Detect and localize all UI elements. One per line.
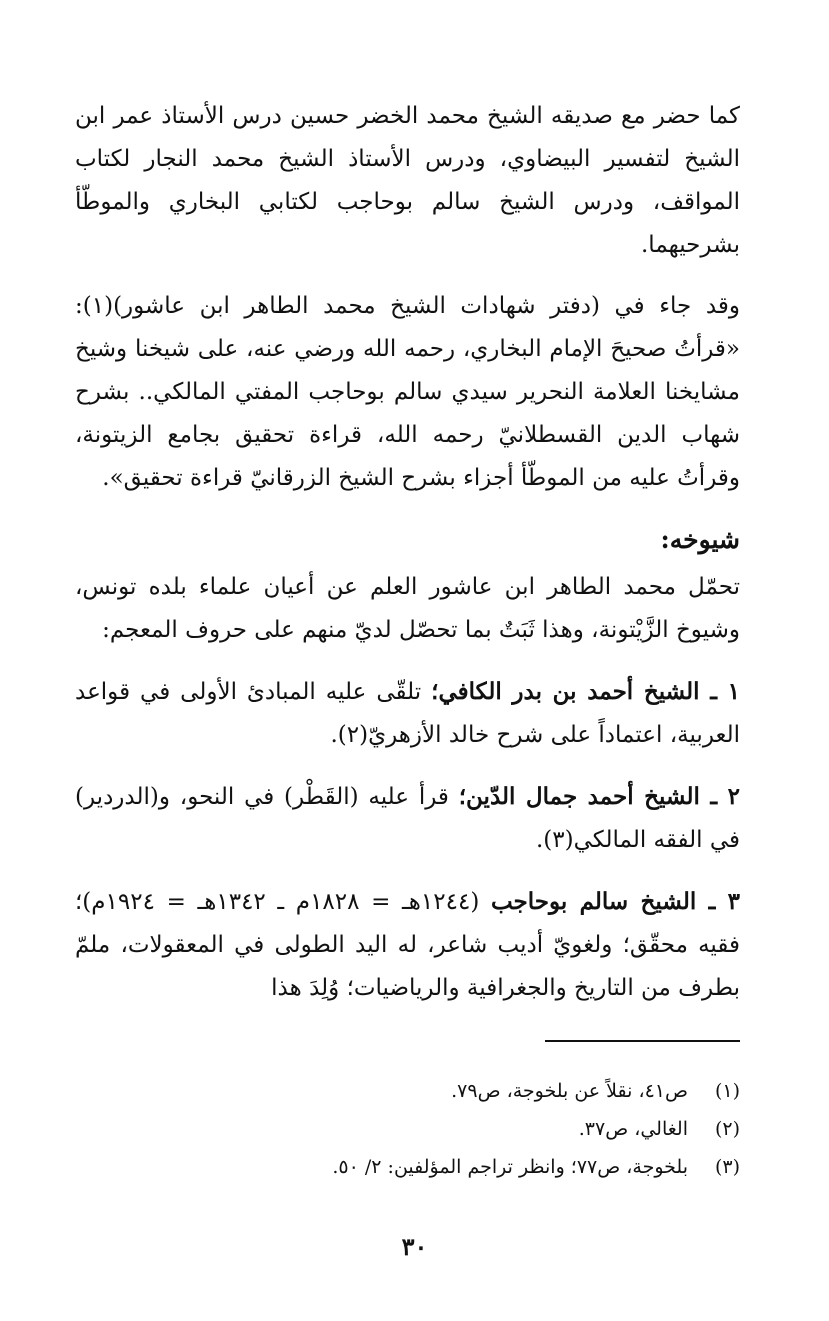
paragraph-certificate-quote: وقد جاء في (دفتر شهادات الشيخ محمد الطاهر ابن عاشور)(١): «قرأتُ صحيحَ الإمام البخاري، رحمه الله ورضي عنه، على شيخنا وشيخ مشايخنا العلامة النحرير سيدي سالم بوحاجب المفتي المالكي.. بشرح شهاب الدين القسطلانيّ رحمه الله، قراءة تحقيق بجامع الزيتونة، وقرأتُ عليه من الموطّأ أجزاء بشرح الشيخ الزرقانيّ قراءة تحقيق». xyxy=(75,293,740,491)
footnotes xyxy=(75,1072,740,1186)
section-heading-teachers: شيوخه: xyxy=(660,525,740,554)
footnote-3-text: بلخوجة، ص٧٧؛ وانظر تراجم المؤلفين: ٢/ ٥٠. xyxy=(332,1156,688,1178)
page-body xyxy=(75,95,740,1028)
page-number: ٣٠ xyxy=(401,1232,428,1261)
footnote-3-number: (٣) xyxy=(714,1156,740,1178)
teacher-entry-1-name: ١ ـ الشيخ أحمد بن بدر الكافي؛ xyxy=(431,678,740,705)
footnote-divider xyxy=(545,1040,740,1042)
teacher-entry-1-text: تلقّى عليه المبادئ الأولى في قواعد العربية، اعتماداً على شرح خالد الأزهريّ(٢). xyxy=(75,679,740,748)
teacher-entry-3-name: ٣ ـ الشيخ سالم بوحاجب xyxy=(490,888,740,915)
footnote-2-text: الغالي، ص٣٧. xyxy=(578,1118,688,1140)
footnote-1 xyxy=(75,1072,740,1110)
teacher-entry-2-text: قرأ عليه (القَطْر) في النحو، و(الدردير) في الفقه المالكي(٣). xyxy=(75,784,740,853)
footnote-2-number: (٢) xyxy=(714,1118,740,1140)
teacher-entry-3 xyxy=(75,880,740,1010)
footnote-1-text: ص٤١، نقلاً عن بلخوجة، ص٧٩. xyxy=(451,1080,688,1102)
paragraph-teachers-intro: تحمّل محمد الطاهر ابن عاشور العلم عن أعيان علماء بلده تونس، وشيوخ الزَّيْتونة، وهذا ثَبَتٌ بما تحصّل لديّ منهم على حروف المعجم: xyxy=(75,574,740,643)
teacher-entry-1 xyxy=(75,670,740,757)
teacher-entry-2 xyxy=(75,775,740,862)
footnote-1-number: (١) xyxy=(714,1080,740,1102)
teacher-entry-3-text: (١٢٤٤هـ = ١٨٢٨م ـ ١٣٤٢هـ = ١٩٢٤م)؛ فقيه محقّق؛ ولغويّ أديب شاعر، له اليد الطولى في المعقولات، ملمّ بطرف من التاريخ والجغرافية والرياضيات؛ وُلِدَ هذا xyxy=(75,889,740,1001)
paragraph-attendance: كما حضر مع صديقه الشيخ محمد الخضر حسين درس الأستاذ عمر ابن الشيخ لتفسير البيضاوي، ودرس الأستاذ الشيخ محمد النجار لكتاب المواقف، ودرس الشيخ سالم بوحاجب لكتابي البخاري والموطّأ بشرحيهما. xyxy=(75,103,740,258)
teacher-entry-2-name: ٢ ـ الشيخ أحمد جمال الدّين؛ xyxy=(458,783,740,810)
footnote-2 xyxy=(75,1110,740,1148)
footnote-3 xyxy=(75,1148,740,1186)
